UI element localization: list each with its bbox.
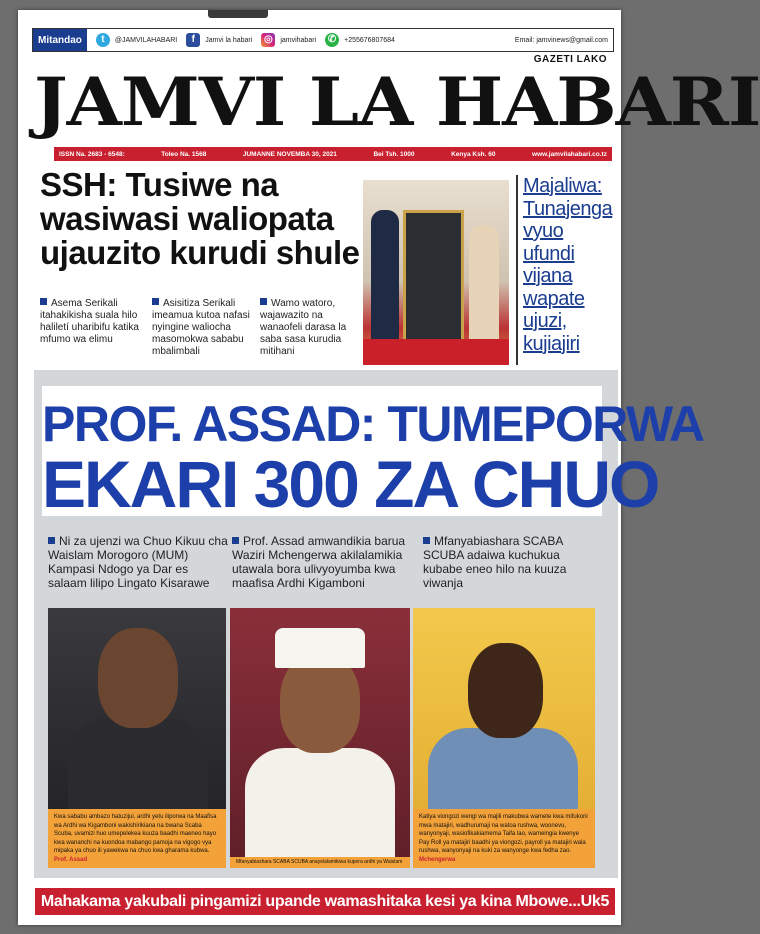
facebook-text: Jamvi la habari (205, 36, 253, 44)
bullet-square-icon (152, 298, 159, 305)
main-headline-line1: PROF. ASSAD: TUMEPORWA (42, 396, 704, 452)
caption-text: Mfanyabiashara SCABA SCUBA anayelalamikiwa kupora ardhi ya Waislam (236, 859, 403, 865)
top-story-bullet (260, 298, 360, 358)
main-story-bullet (423, 534, 593, 590)
whatsapp-icon: ✆ (325, 33, 339, 47)
photo-person (469, 225, 499, 350)
twitter-text: @JAMVILAHABARI (114, 36, 178, 44)
bullet-square-icon (260, 298, 267, 305)
section-label: Mitandao (33, 29, 87, 51)
photo-cap (275, 628, 365, 668)
photo-caption (230, 857, 410, 868)
facebook-handle (186, 33, 252, 47)
side-story (516, 175, 616, 365)
issue-info-bar (54, 147, 612, 161)
bullet-text: Ni za ujenzi wa Chuo Kikuu cha Waislam Morogoro (MUM) Kampasi Ndogo ya Dar es salaam lilipo Lingato Kisarawe (48, 534, 228, 590)
twitter-handle (96, 33, 177, 47)
masthead-title: JAMVI LA HABARI (34, 63, 760, 141)
bullet-text: Asisitiza Serikali imeamua kutoa nafasi nyingine waliocha masomokwa sababu mbalimbali (152, 298, 250, 357)
portrait-photo (48, 608, 226, 868)
instagram-text: jamvihabari (280, 36, 317, 44)
photo-caption (48, 809, 226, 868)
photo-carpet (363, 339, 509, 365)
photo-person (371, 210, 399, 350)
bullet-text: Asema Serikali itahakikisha suala hilo haliletí uharibifu katika mfumo wa elimu (40, 298, 139, 345)
social-bar (32, 28, 614, 52)
photo-face (468, 643, 543, 738)
issue-number: Toleo Na. 1568 (161, 150, 207, 158)
issn: ISSN Na. 2683 - 6548: (59, 150, 125, 158)
newspaper-page (18, 10, 760, 925)
photo-face (280, 653, 360, 753)
main-headline-line2: EKARI 300 ZA CHUO (42, 447, 659, 521)
phone-text: +255676807684 (344, 36, 395, 44)
top-story-headline: SSH: Tusiwe na wasiwasi waliopata ujauzito kurudi shule (40, 166, 360, 271)
main-story-bullet (48, 534, 228, 590)
bullet-square-icon (40, 298, 47, 305)
portrait-photo (230, 608, 410, 868)
photo-robe (245, 748, 395, 868)
price-ke: Kenya Ksh. 60 (451, 150, 496, 158)
bullet-text: Prof. Assad amwandikia barua Waziri Mchengerwa akilalamikia utawala bora ulivyoyumba kwa maafisa Ardhi Kigamboni (232, 534, 406, 590)
website: www.jamvilahabari.co.tz (532, 150, 607, 158)
top-story-bullet (40, 298, 148, 346)
caption-text: Katiya viongozi wengi wa majili makubwa wamete kwa mifukoni mwa matajiri, wadhurumaji na watoa rushwa, woonevu, wanyonyaji, wasiofikakiamema Taifa lao, wameingia kwenye Pay Roll ya matajiri baadhi ya viongozi, payroll ya matajiri wala rushwa, wanyonyaji na kuki za wanyonge kwa fedha zao. (419, 814, 588, 854)
caption-name: Mchengerwa (419, 856, 456, 863)
side-story-headline: Majaliwa: Tunajenga vyuo ufundi vijana wapate ujuzi, kujiajiri (523, 175, 613, 355)
top-story-photo (363, 180, 509, 365)
masthead-tagline: GAZETI LAKO (533, 54, 607, 65)
issue-date: JUMANNE NOVEMBA 30, 2021 (242, 150, 337, 158)
photo-plaque (403, 210, 464, 356)
photo-face (98, 628, 178, 728)
twitter-icon: t (96, 33, 110, 47)
main-story-bullet (232, 534, 412, 590)
instagram-icon: ◎ (261, 33, 275, 47)
portrait-photo (413, 608, 595, 868)
bullet-square-icon (232, 537, 239, 544)
price-tz: Bei Tsh. 1000 (373, 150, 415, 158)
footer-headline: Mahakama yakubali pingamizi upande wamashitaka kesi ya kina Mbowe...Uk5 (35, 888, 615, 915)
bullet-text: Mfanyabiashara SCABA SCUBA adaiwa kuchukua kubabe eneo hilo na kuuza viwanja (423, 534, 567, 590)
top-story-bullet (152, 298, 260, 358)
caption-name: Prof. Assad (54, 856, 88, 863)
whatsapp-number (325, 33, 395, 47)
bullet-text: Wamo watoro, wajawazito na wanaofeli darasa la saba sasa kurudia mitihani (260, 298, 347, 357)
bullet-square-icon (423, 537, 430, 544)
email-text: Email: jamvinews@gmail.com (514, 36, 608, 44)
caption-text: Kwa sababu ambazo hatuzijui, ardhi yetu iliporwa na Maafisa wa Ardhi wa Kigamboni wakishirikiana na bwana Scaba Scuba, uvamizi huo umepelekea kuuza baadhi maeneo hayo kwa wananchi na kuondoa mabango pamoja na vigogo vya mipaka ya chuo ili yawekwa na chuo kwa gharama kubwa. (54, 814, 217, 854)
facebook-icon: f (186, 33, 200, 47)
photo-caption (413, 809, 595, 868)
bullet-square-icon (48, 537, 55, 544)
page-clip (208, 10, 268, 18)
instagram-handle (261, 33, 316, 47)
